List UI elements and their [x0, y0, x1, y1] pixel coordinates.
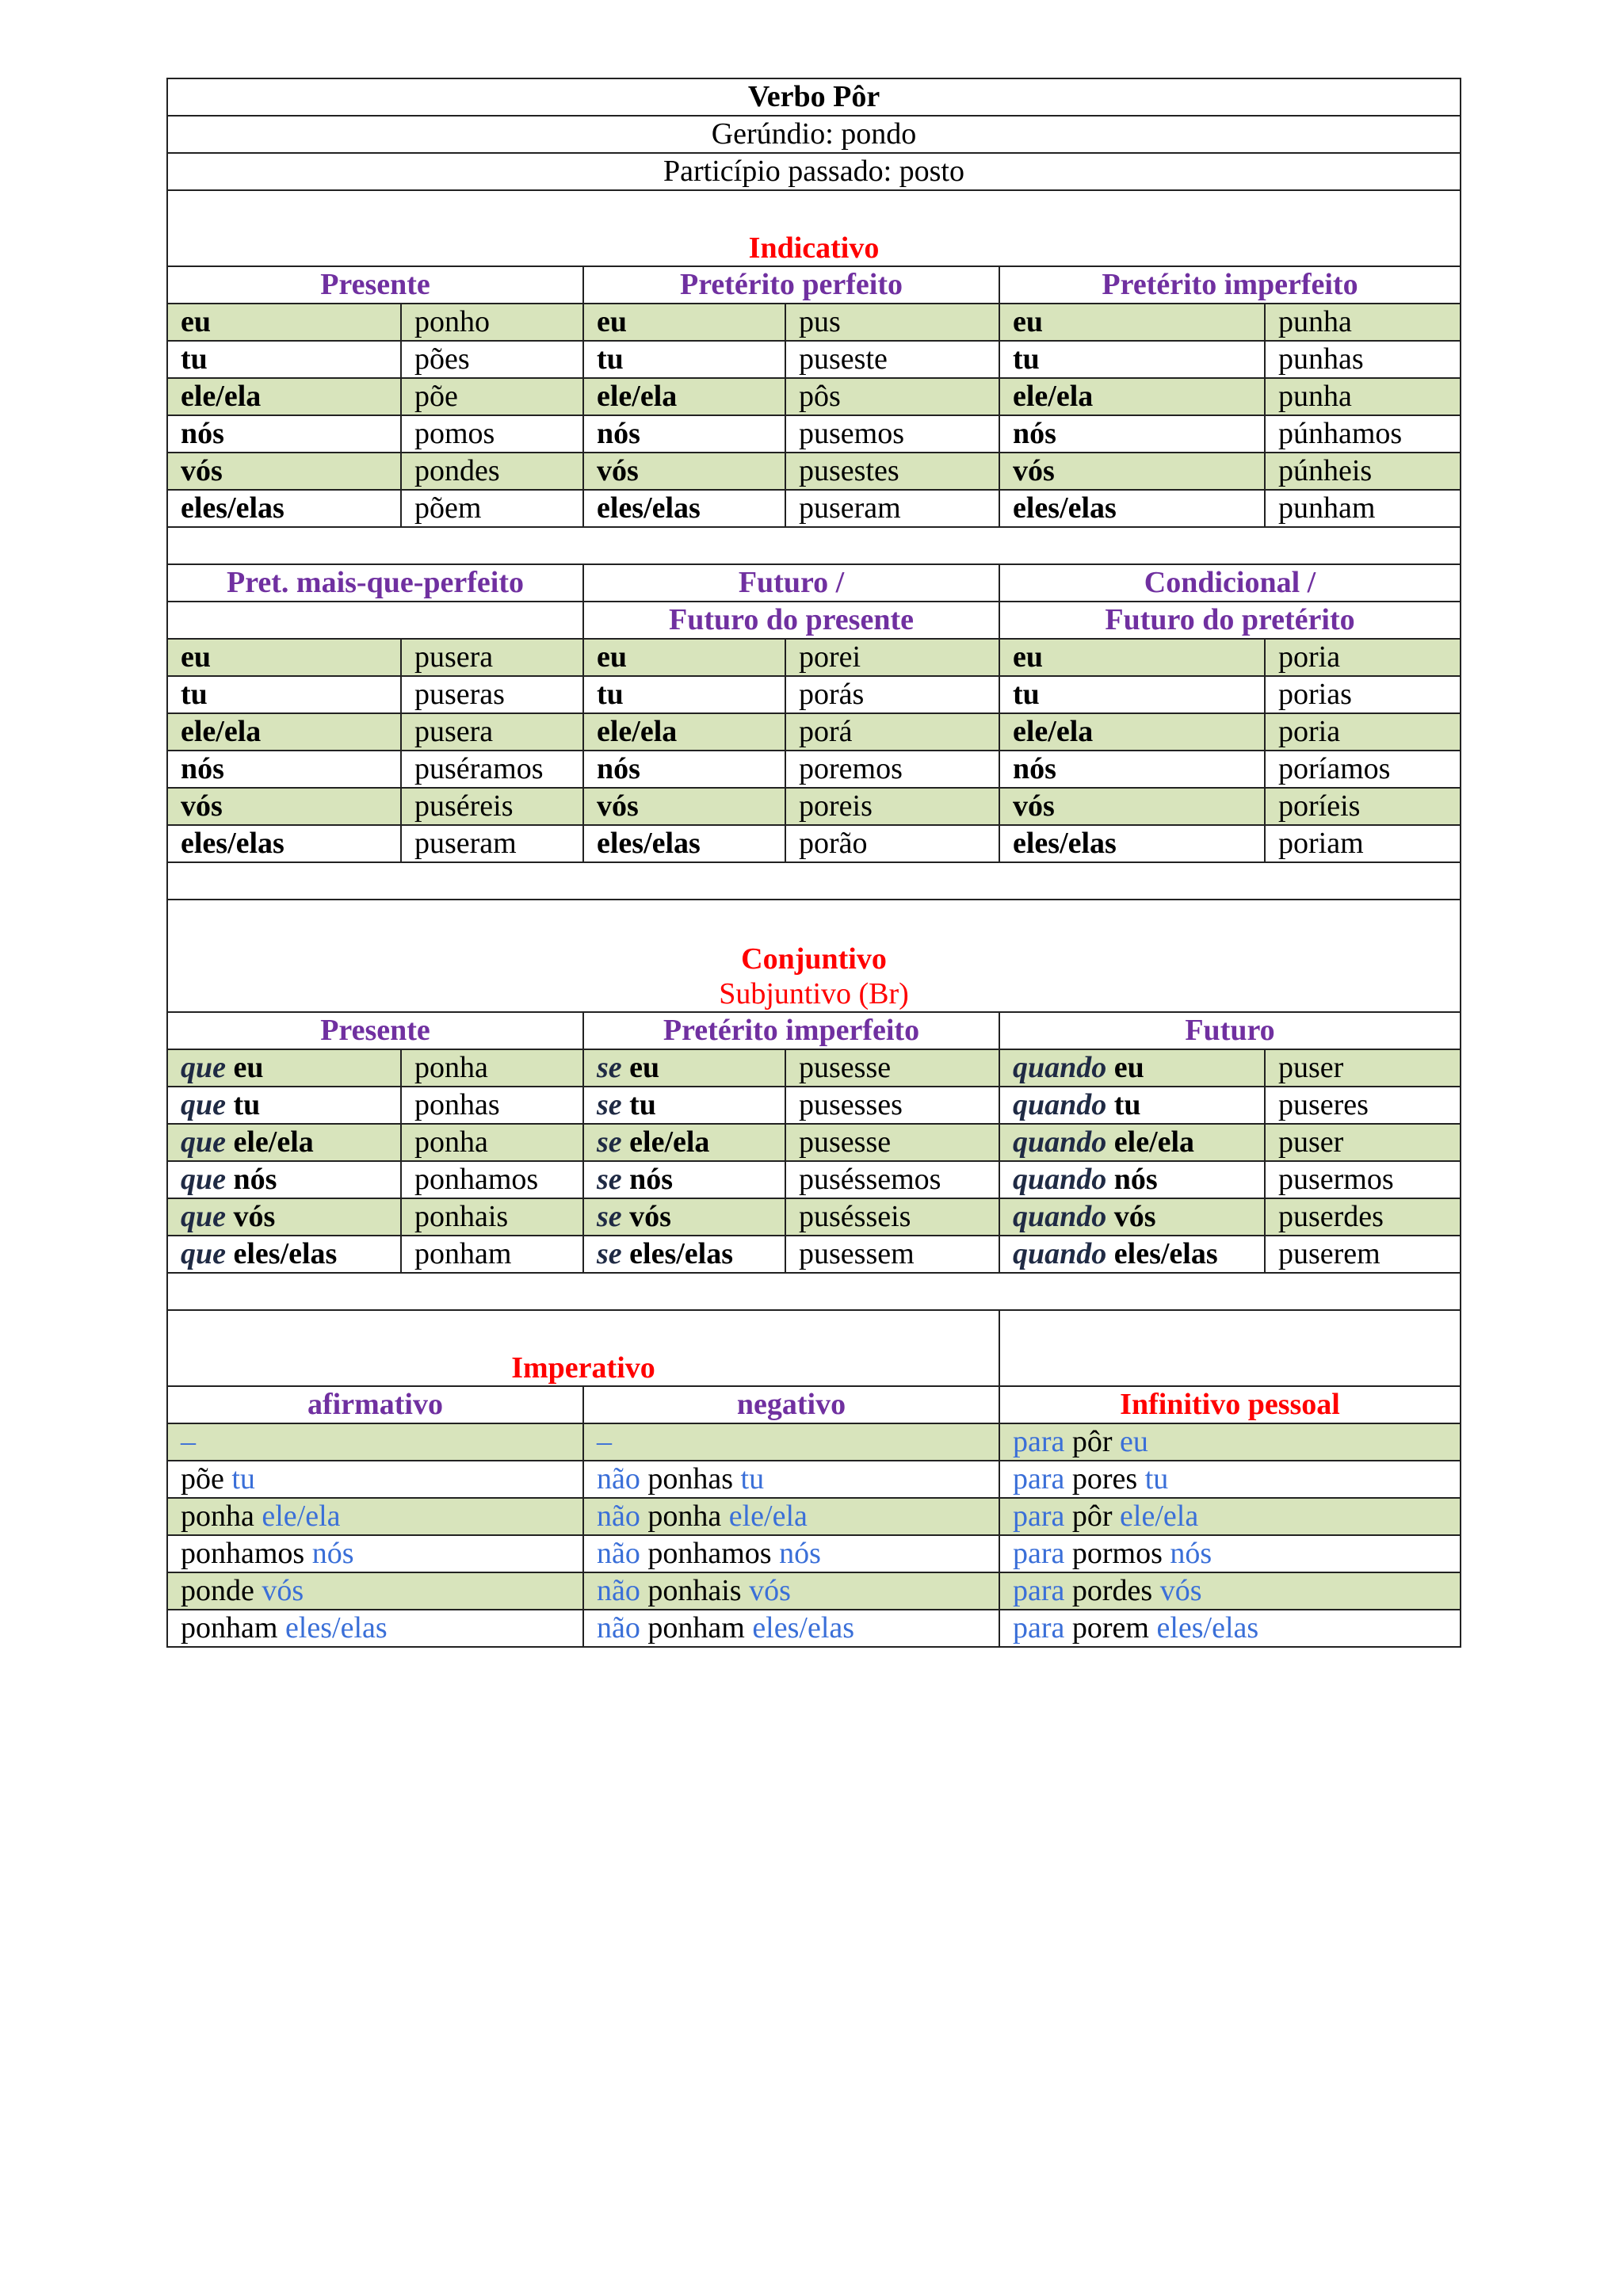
conjunction: que	[181, 1088, 226, 1121]
tense-header: Presente	[167, 1012, 583, 1049]
table-row	[167, 1236, 1461, 1273]
indicativo-block-1	[167, 304, 1461, 527]
pronoun: vós	[1013, 454, 1055, 487]
pronoun-cell	[999, 453, 1265, 490]
pronoun-cell	[167, 676, 401, 713]
verb-form-cell: puserem	[1265, 1236, 1461, 1273]
verb-form-cell: punham	[1265, 490, 1461, 527]
verb-form-cell: puseste	[785, 341, 999, 378]
table-row	[167, 490, 1461, 527]
pronoun: eu	[597, 640, 627, 674]
verb-form: põe	[181, 1462, 224, 1496]
verb-form-cell: põem	[401, 490, 583, 527]
verb-form-cell: ponham	[401, 1236, 583, 1273]
verb-form-cell: púnhamos	[1265, 415, 1461, 453]
table-row	[167, 378, 1461, 415]
pronoun: eles/elas	[181, 491, 285, 525]
conjunction: quando	[1013, 1088, 1107, 1121]
tense-header: Pretérito imperfeito	[583, 1012, 999, 1049]
pronoun: eu	[1013, 305, 1043, 338]
pronoun-cell	[999, 1049, 1265, 1087]
pronoun: vós	[233, 1200, 276, 1233]
table-row	[167, 825, 1461, 862]
tense-header: Condicional /	[999, 564, 1461, 602]
verb-form-cell: puserdes	[1265, 1198, 1461, 1236]
verb-form-cell: pus	[785, 304, 999, 341]
negation-word: não	[597, 1611, 640, 1645]
imperative-negative-cell	[583, 1498, 999, 1535]
pronoun-cell	[999, 490, 1265, 527]
verb-form-cell: porão	[785, 825, 999, 862]
infinitive-cell	[999, 1423, 1461, 1461]
pronoun: tu	[181, 342, 208, 376]
verb-form-cell: pões	[401, 341, 583, 378]
conjunction: quando	[1013, 1200, 1107, 1233]
pronoun: ele/ela	[181, 715, 262, 748]
pronoun-cell	[167, 751, 401, 788]
verb-form: pôr	[1071, 1425, 1113, 1458]
para-word: para	[1013, 1462, 1065, 1496]
pronoun-cell	[583, 1236, 785, 1273]
table-row	[167, 751, 1461, 788]
pronoun-cell	[167, 341, 401, 378]
pronoun: eu	[1120, 1425, 1148, 1458]
pronoun-cell	[167, 415, 401, 453]
pronoun: ele/ela	[728, 1499, 808, 1533]
table-row	[167, 1535, 1461, 1572]
pronoun: vós	[597, 454, 639, 487]
pronoun: eu	[1013, 640, 1043, 674]
pronoun-cell	[167, 1124, 401, 1161]
table-row	[167, 341, 1461, 378]
pronoun: eles/elas	[1113, 1237, 1218, 1270]
pronoun-cell	[167, 713, 401, 751]
verb-form-cell: poria	[1265, 713, 1461, 751]
pronoun: eles/elas	[597, 827, 701, 860]
pronoun-cell	[583, 825, 785, 862]
pronoun: eles/elas	[1013, 491, 1117, 525]
verb-form-cell: puseram	[401, 825, 583, 862]
pronoun: eu	[233, 1051, 264, 1084]
pronoun-cell	[167, 825, 401, 862]
table-row	[167, 788, 1461, 825]
verb-form-cell: pusera	[401, 639, 583, 676]
table-row	[167, 304, 1461, 341]
verb-form-cell: porias	[1265, 676, 1461, 713]
pronoun-cell	[583, 1161, 785, 1198]
pronoun-cell	[583, 453, 785, 490]
infinitive-cell	[999, 1572, 1461, 1610]
pronoun: ele/ela	[181, 380, 262, 413]
pronoun: tu	[629, 1088, 656, 1121]
verb-form-cell: punha	[1265, 304, 1461, 341]
pronoun: ele/ela	[1013, 380, 1094, 413]
pronoun-cell	[999, 751, 1265, 788]
pronoun: eles/elas	[752, 1611, 855, 1645]
pronoun: ele/ela	[233, 1125, 314, 1159]
table-row	[167, 1461, 1461, 1498]
conjunction: quando	[1013, 1163, 1107, 1196]
pronoun-cell	[167, 639, 401, 676]
pronoun-cell	[999, 304, 1265, 341]
imperative-negative-header: negativo	[583, 1386, 999, 1423]
verb-form: ponhamos	[647, 1537, 772, 1570]
table-row	[167, 1049, 1461, 1087]
table-row	[167, 415, 1461, 453]
verb-form: pormos	[1071, 1537, 1163, 1570]
pronoun: vós	[181, 789, 223, 823]
pronoun: vós	[749, 1574, 791, 1607]
pronoun: vós	[597, 789, 639, 823]
verb-form-cell: poríeis	[1265, 788, 1461, 825]
verb-form-cell: pusessem	[785, 1236, 999, 1273]
pronoun-cell	[999, 1161, 1265, 1198]
pronoun-cell	[999, 341, 1265, 378]
pronoun-cell	[167, 378, 401, 415]
pronoun-cell	[583, 415, 785, 453]
verb-form-cell: ponhais	[401, 1198, 583, 1236]
table-row	[167, 713, 1461, 751]
conjugation-table	[166, 78, 1461, 1648]
pronoun: vós	[181, 454, 223, 487]
pronoun-cell	[999, 639, 1265, 676]
pronoun-cell	[999, 676, 1265, 713]
spacer-row	[167, 527, 1461, 564]
indicativo-title: Indicativo	[167, 190, 1461, 266]
para-word: para	[1013, 1574, 1065, 1607]
pronoun-cell	[167, 304, 401, 341]
pronoun-cell	[583, 341, 785, 378]
pronoun-cell	[167, 788, 401, 825]
verb-form-cell: poreis	[785, 788, 999, 825]
pronoun: eu	[181, 305, 211, 338]
pronoun: eu	[1113, 1051, 1144, 1084]
infinitive-cell	[999, 1610, 1461, 1647]
conjunction: se	[597, 1051, 622, 1084]
imperative-negative-cell	[583, 1423, 999, 1461]
pronoun-cell	[167, 453, 401, 490]
conjunction: que	[181, 1163, 226, 1196]
pronoun: nós	[311, 1537, 354, 1570]
table-row	[167, 1124, 1461, 1161]
verb-form-cell: ponha	[401, 1124, 583, 1161]
verb-form: ponham	[647, 1611, 745, 1645]
pronoun: vós	[1159, 1574, 1202, 1607]
verb-form-cell: poremos	[785, 751, 999, 788]
pronoun-cell	[583, 1087, 785, 1124]
pronoun: eu	[597, 305, 627, 338]
pronoun: ele/ela	[1113, 1125, 1195, 1159]
pronoun: vós	[1013, 789, 1055, 823]
verb-form-cell: puseras	[401, 676, 583, 713]
verb-form-cell: puséssemos	[785, 1161, 999, 1198]
verb-form-cell: ponho	[401, 304, 583, 341]
verb-form-cell: púnheis	[1265, 453, 1461, 490]
verb-form-cell: puséramos	[401, 751, 583, 788]
pronoun: vós	[262, 1574, 304, 1607]
verb-form-cell: pusesse	[785, 1049, 999, 1087]
verb-form-cell: puseram	[785, 490, 999, 527]
pronoun: tu	[1144, 1462, 1169, 1496]
table-row	[167, 639, 1461, 676]
verb-title: Verbo Pôr	[167, 78, 1461, 116]
tense-header: Presente	[167, 266, 583, 304]
table-row	[167, 1198, 1461, 1236]
pronoun: ele/ela	[1013, 715, 1094, 748]
conjunction: quando	[1013, 1125, 1107, 1159]
empty-cell	[999, 1310, 1461, 1386]
imperative-affirmative-cell	[167, 1610, 583, 1647]
verb-form-cell: põe	[401, 378, 583, 415]
verb-form: ponha	[647, 1499, 722, 1533]
pronoun: eles/elas	[181, 827, 285, 860]
pronoun: tu	[231, 1462, 255, 1496]
pronoun: eles/elas	[629, 1237, 734, 1270]
pronoun-cell	[583, 751, 785, 788]
pronoun: eles/elas	[285, 1611, 388, 1645]
pronoun-cell	[583, 676, 785, 713]
verb-form-cell: pomos	[401, 415, 583, 453]
pronoun: ele/ela	[262, 1499, 341, 1533]
infinitive-cell	[999, 1498, 1461, 1535]
pronoun: nós	[629, 1163, 674, 1196]
pronoun-cell	[583, 788, 785, 825]
verb-form-cell: pusestes	[785, 453, 999, 490]
tense-header: Pret. mais-que-perfeito	[167, 564, 583, 602]
para-word: para	[1013, 1499, 1065, 1533]
conjunction: quando	[1013, 1051, 1107, 1084]
verb-form-cell: poríamos	[1265, 751, 1461, 788]
indicativo-block-2	[167, 639, 1461, 862]
imperative-affirmative-header: afirmativo	[167, 1386, 583, 1423]
imperative-affirmative-cell	[167, 1498, 583, 1535]
tense-header: Futuro do presente	[583, 602, 999, 639]
pronoun: nós	[1013, 752, 1056, 785]
conjuntivo-title-cell	[167, 900, 1461, 1012]
verb-form-cell: pusera	[401, 713, 583, 751]
table-row	[167, 453, 1461, 490]
conjunction: que	[181, 1051, 226, 1084]
verb-form-cell: puseres	[1265, 1087, 1461, 1124]
verb-form-cell: pondes	[401, 453, 583, 490]
pronoun-cell	[999, 378, 1265, 415]
dash: –	[181, 1425, 196, 1458]
verb-form-cell: pusesse	[785, 1124, 999, 1161]
tense-header: Futuro	[999, 1012, 1461, 1049]
table-row	[167, 1498, 1461, 1535]
conjunction: que	[181, 1200, 226, 1233]
pronoun: nós	[1013, 417, 1056, 450]
table-row	[167, 1161, 1461, 1198]
pronoun-cell	[167, 1198, 401, 1236]
pronoun: nós	[597, 752, 640, 785]
pronoun: tu	[597, 678, 624, 711]
pronoun-cell	[999, 1198, 1265, 1236]
verb-form: pordes	[1071, 1574, 1153, 1607]
participle-line: Particípio passado: posto	[167, 153, 1461, 190]
pronoun: eles/elas	[233, 1237, 338, 1270]
pronoun: tu	[1013, 342, 1040, 376]
pronoun: tu	[740, 1462, 765, 1496]
infinitive-cell	[999, 1535, 1461, 1572]
imperativo-title: Imperativo	[167, 1310, 999, 1386]
pronoun: eu	[181, 640, 211, 674]
infinitive-cell	[999, 1461, 1461, 1498]
pronoun-cell	[999, 1087, 1265, 1124]
tense-header: Futuro /	[583, 564, 999, 602]
pronoun: nós	[597, 417, 640, 450]
pronoun: nós	[779, 1537, 821, 1570]
pronoun-cell	[583, 1124, 785, 1161]
pronoun-cell	[583, 490, 785, 527]
verb-form-cell: pusesses	[785, 1087, 999, 1124]
pronoun: tu	[181, 678, 208, 711]
dash: –	[597, 1425, 612, 1458]
verb-form: pôr	[1071, 1499, 1113, 1533]
pronoun-cell	[167, 490, 401, 527]
verb-form: ponham	[181, 1611, 278, 1645]
pronoun: eles/elas	[597, 491, 701, 525]
para-word: para	[1013, 1425, 1065, 1458]
gerund-line: Gerúndio: pondo	[167, 116, 1461, 153]
negation-word: não	[597, 1537, 640, 1570]
negation-word: não	[597, 1462, 640, 1496]
verb-form: ponde	[181, 1574, 254, 1607]
conjuntivo-block	[167, 1049, 1461, 1273]
pronoun-cell	[999, 713, 1265, 751]
pronoun-cell	[999, 825, 1265, 862]
pronoun-cell	[167, 1087, 401, 1124]
verb-form-cell: puséreis	[401, 788, 583, 825]
table-row	[167, 1610, 1461, 1647]
conjuntivo-subtitle: Subjuntivo (Br)	[719, 977, 909, 1010]
table-row	[167, 1572, 1461, 1610]
tense-header: Pretérito imperfeito	[999, 266, 1461, 304]
verb-form: ponhamos	[181, 1537, 305, 1570]
pronoun-cell	[583, 713, 785, 751]
pronoun-cell	[999, 1236, 1265, 1273]
tense-header	[167, 602, 583, 639]
pronoun: eles/elas	[1013, 827, 1117, 860]
verb-form: pores	[1071, 1462, 1138, 1496]
pronoun-cell	[583, 378, 785, 415]
tense-header: Futuro do pretérito	[999, 602, 1461, 639]
pronoun: ele/ela	[1120, 1499, 1199, 1533]
verb-form: porem	[1071, 1611, 1149, 1645]
pronoun: nós	[181, 417, 224, 450]
pronoun: nós	[181, 752, 224, 785]
imperative-negative-cell	[583, 1461, 999, 1498]
conjunction: que	[181, 1237, 226, 1270]
verb-form-cell: punhas	[1265, 341, 1461, 378]
conjunction: se	[597, 1163, 622, 1196]
imperative-affirmative-cell	[167, 1572, 583, 1610]
pronoun: ele/ela	[597, 715, 678, 748]
pronoun: nós	[1113, 1163, 1158, 1196]
conjunction: que	[181, 1125, 226, 1159]
conjunction: se	[597, 1125, 622, 1159]
pronoun-cell	[999, 415, 1265, 453]
imperativo-block	[167, 1423, 1461, 1647]
pronoun-cell	[167, 1049, 401, 1087]
pronoun: eu	[629, 1051, 660, 1084]
conjunction: se	[597, 1237, 622, 1270]
verb-form-cell: poriam	[1265, 825, 1461, 862]
imperative-affirmative-cell	[167, 1461, 583, 1498]
verb-form-cell: pusermos	[1265, 1161, 1461, 1198]
pronoun: tu	[1013, 678, 1040, 711]
pronoun: tu	[597, 342, 624, 376]
imperative-negative-cell	[583, 1572, 999, 1610]
imperative-negative-cell	[583, 1535, 999, 1572]
verb-form-cell: pusemos	[785, 415, 999, 453]
infinitivo-title: Infinitivo pessoal	[999, 1386, 1461, 1423]
verb-form-cell: punha	[1265, 378, 1461, 415]
verb-form-cell: ponhamos	[401, 1161, 583, 1198]
imperative-affirmative-cell	[167, 1423, 583, 1461]
spacer-row	[167, 862, 1461, 900]
pronoun-cell	[999, 1124, 1265, 1161]
verb-form: ponha	[181, 1499, 254, 1533]
pronoun-cell	[999, 788, 1265, 825]
pronoun-cell	[583, 304, 785, 341]
pronoun: tu	[233, 1088, 261, 1121]
conjunction: se	[597, 1088, 622, 1121]
table-row	[167, 1087, 1461, 1124]
pronoun-cell	[583, 1198, 785, 1236]
pronoun-cell	[583, 1049, 785, 1087]
verb-form-cell: puser	[1265, 1124, 1461, 1161]
para-word: para	[1013, 1611, 1065, 1645]
imperative-affirmative-cell	[167, 1535, 583, 1572]
spacer-row	[167, 1273, 1461, 1310]
pronoun: ele/ela	[629, 1125, 710, 1159]
pronoun: nós	[233, 1163, 277, 1196]
pronoun: vós	[629, 1200, 671, 1233]
conjunction: quando	[1013, 1237, 1107, 1270]
pronoun: vós	[1113, 1200, 1156, 1233]
verb-form: ponhais	[647, 1574, 742, 1607]
verb-form-cell: puser	[1265, 1049, 1461, 1087]
verb-form-cell: porei	[785, 639, 999, 676]
verb-form: ponhas	[647, 1462, 734, 1496]
verb-form-cell: pusésseis	[785, 1198, 999, 1236]
verb-form-cell: porás	[785, 676, 999, 713]
pronoun-cell	[583, 639, 785, 676]
verb-form-cell: ponhas	[401, 1087, 583, 1124]
verb-form-cell: porá	[785, 713, 999, 751]
para-word: para	[1013, 1537, 1065, 1570]
pronoun-cell	[167, 1236, 401, 1273]
negation-word: não	[597, 1574, 640, 1607]
negation-word: não	[597, 1499, 640, 1533]
pronoun: eles/elas	[1156, 1611, 1259, 1645]
verb-form-cell: pôs	[785, 378, 999, 415]
conjuntivo-title: Conjuntivo	[741, 942, 887, 976]
tense-header: Pretérito perfeito	[583, 266, 999, 304]
pronoun: ele/ela	[597, 380, 678, 413]
conjunction: se	[597, 1200, 622, 1233]
pronoun-cell	[167, 1161, 401, 1198]
imperative-negative-cell	[583, 1610, 999, 1647]
verb-form-cell: poria	[1265, 639, 1461, 676]
pronoun: tu	[1113, 1088, 1141, 1121]
table-row	[167, 1423, 1461, 1461]
table-row	[167, 676, 1461, 713]
pronoun: nós	[1170, 1537, 1212, 1570]
verb-form-cell: ponha	[401, 1049, 583, 1087]
